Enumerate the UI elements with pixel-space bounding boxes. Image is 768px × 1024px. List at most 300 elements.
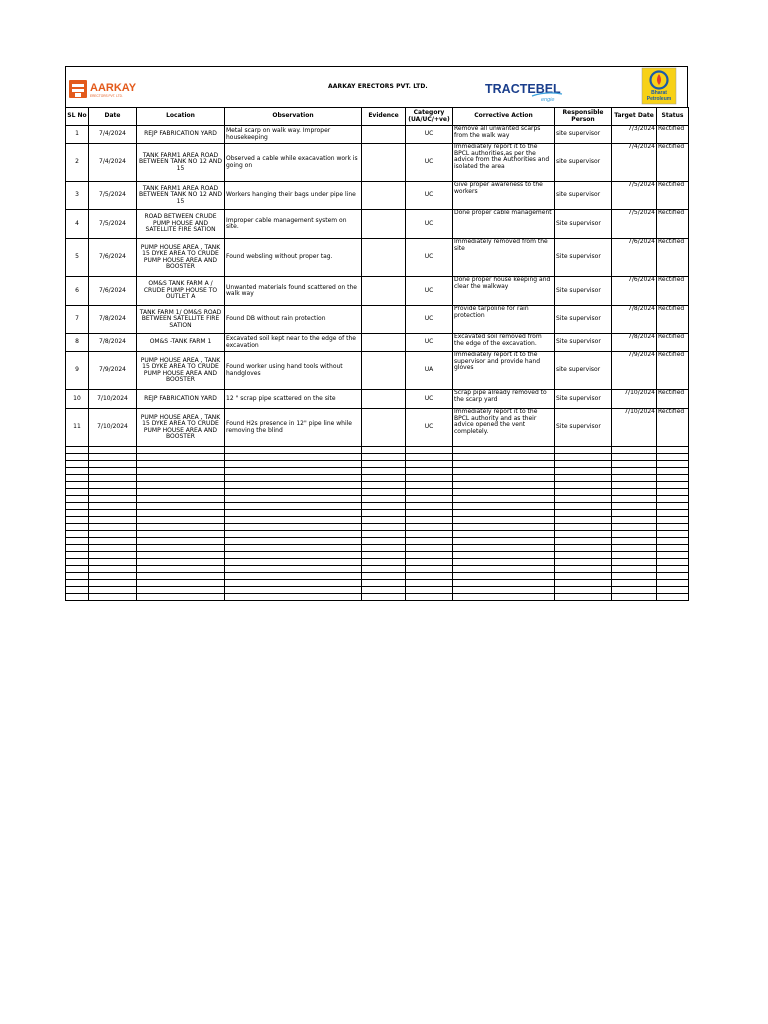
- cell-date: 7/9/2024: [89, 352, 137, 390]
- empty-cell: [612, 482, 657, 489]
- empty-cell: [555, 454, 612, 461]
- empty-row: [66, 573, 689, 580]
- empty-cell: [612, 545, 657, 552]
- cell-date: 7/4/2024: [89, 144, 137, 182]
- empty-cell: [612, 552, 657, 559]
- empty-cell: [657, 454, 689, 461]
- col-target-date: Target Date: [612, 108, 657, 126]
- empty-cell: [89, 587, 137, 594]
- empty-cell: [453, 496, 555, 503]
- cell-responsible-person: Site supervisor: [555, 306, 612, 334]
- cell-location: PUMP HOUSE AREA , TANK 15 DYKE AREA TO CRUDE PUMP HOUSE AREA AND BOOSTER: [137, 409, 225, 447]
- empty-cell: [362, 510, 406, 517]
- empty-cell: [555, 475, 612, 482]
- tractebel-logo: [484, 80, 568, 104]
- empty-row: [66, 461, 689, 468]
- empty-cell: [66, 587, 89, 594]
- empty-cell: [406, 517, 453, 524]
- empty-cell: [66, 566, 89, 573]
- cell-location: PUMP HOUSE AREA , TANK 15 DYKE AREA TO CRUDE PUMP HOUSE AREA AND BOOSTER: [137, 239, 225, 277]
- cell-target-date: 7/4/2024: [612, 144, 657, 182]
- empty-cell: [137, 454, 225, 461]
- cell-observation: Unwanted materials found scattered on the walk way: [225, 277, 362, 306]
- empty-cell: [612, 454, 657, 461]
- cell-date: 7/5/2024: [89, 182, 137, 210]
- empty-cell: [453, 489, 555, 496]
- empty-row: [66, 538, 689, 545]
- cell-status: Rectified: [657, 144, 689, 182]
- empty-cell: [137, 566, 225, 573]
- empty-cell: [453, 447, 555, 454]
- empty-cell: [612, 580, 657, 587]
- cell-location: PUMP HOUSE AREA , TANK 15 DYKE AREA TO CRUDE PUMP HOUSE AREA AND BOOSTER: [137, 352, 225, 390]
- empty-cell: [66, 461, 89, 468]
- empty-cell: [362, 594, 406, 601]
- empty-cell: [362, 475, 406, 482]
- cell-sl-no: 1: [66, 126, 89, 144]
- empty-row: [66, 454, 689, 461]
- empty-cell: [225, 524, 362, 531]
- col-responsible-person: Responsible Person: [555, 108, 612, 126]
- empty-cell: [657, 461, 689, 468]
- empty-cell: [137, 503, 225, 510]
- empty-row: [66, 594, 689, 601]
- col-sl-no: SL No: [66, 108, 89, 126]
- empty-cell: [225, 475, 362, 482]
- cell-date: 7/10/2024: [89, 409, 137, 447]
- aarkay-logo: [68, 78, 138, 100]
- empty-cell: [657, 573, 689, 580]
- table-row: [66, 182, 689, 210]
- cell-evidence: [362, 409, 406, 447]
- empty-cell: [362, 587, 406, 594]
- empty-cell: [362, 503, 406, 510]
- empty-cell: [453, 461, 555, 468]
- empty-row: [66, 496, 689, 503]
- empty-cell: [225, 496, 362, 503]
- empty-cell: [657, 587, 689, 594]
- empty-cell: [555, 503, 612, 510]
- empty-cell: [657, 447, 689, 454]
- empty-row: [66, 580, 689, 587]
- empty-cell: [89, 503, 137, 510]
- empty-cell: [362, 573, 406, 580]
- empty-cell: [137, 573, 225, 580]
- empty-cell: [453, 594, 555, 601]
- empty-cell: [89, 545, 137, 552]
- cell-sl-no: 3: [66, 182, 89, 210]
- empty-cell: [66, 538, 89, 545]
- table-row: [66, 126, 689, 144]
- empty-cell: [225, 510, 362, 517]
- empty-cell: [612, 468, 657, 475]
- cell-evidence: [362, 210, 406, 239]
- table-row: [66, 144, 689, 182]
- col-date: Date: [89, 108, 137, 126]
- empty-cell: [406, 454, 453, 461]
- empty-cell: [612, 447, 657, 454]
- empty-cell: [137, 524, 225, 531]
- empty-row: [66, 503, 689, 510]
- empty-cell: [612, 524, 657, 531]
- empty-cell: [225, 594, 362, 601]
- cell-corrective-action: Immediately report it to the supervisor and provide hand gloves: [453, 352, 555, 390]
- cell-responsible-person: Site supervisor: [555, 277, 612, 306]
- cell-location: TANK FARM1 AREA ROAD BETWEEN TANK NO 12 AND 15: [137, 182, 225, 210]
- tractebel-logo-sub: engie: [541, 97, 555, 103]
- cell-evidence: [362, 239, 406, 277]
- empty-cell: [66, 447, 89, 454]
- cell-date: 7/6/2024: [89, 277, 137, 306]
- cell-sl-no: 7: [66, 306, 89, 334]
- empty-cell: [406, 503, 453, 510]
- empty-cell: [612, 559, 657, 566]
- cell-target-date: 7/5/2024: [612, 182, 657, 210]
- aarkay-logo-sub: ERECTORS PVT. LTD.: [90, 94, 123, 98]
- cell-status: Rectified: [657, 409, 689, 447]
- empty-cell: [657, 552, 689, 559]
- empty-cell: [89, 552, 137, 559]
- empty-cell: [362, 461, 406, 468]
- empty-cell: [66, 594, 89, 601]
- empty-cell: [657, 531, 689, 538]
- cell-sl-no: 5: [66, 239, 89, 277]
- empty-cell: [89, 559, 137, 566]
- cell-responsible-person: site supervisor: [555, 352, 612, 390]
- report-header: [65, 66, 688, 107]
- empty-cell: [555, 447, 612, 454]
- empty-cell: [66, 559, 89, 566]
- empty-cell: [89, 468, 137, 475]
- cell-responsible-person: Site supervisor: [555, 239, 612, 277]
- empty-cell: [362, 524, 406, 531]
- empty-cell: [657, 566, 689, 573]
- empty-cell: [137, 594, 225, 601]
- empty-cell: [406, 489, 453, 496]
- cell-observation: Improper cable management system on site.: [225, 210, 362, 239]
- empty-cell: [225, 447, 362, 454]
- empty-cell: [66, 489, 89, 496]
- empty-row: [66, 482, 689, 489]
- empty-cell: [66, 468, 89, 475]
- empty-cell: [137, 552, 225, 559]
- table-row: [66, 239, 689, 277]
- empty-row: [66, 447, 689, 454]
- empty-cell: [657, 482, 689, 489]
- empty-cell: [453, 475, 555, 482]
- empty-cell: [406, 580, 453, 587]
- empty-cell: [406, 559, 453, 566]
- cell-status: Rectified: [657, 210, 689, 239]
- empty-cell: [137, 482, 225, 489]
- empty-cell: [612, 594, 657, 601]
- empty-cell: [657, 580, 689, 587]
- empty-row: [66, 489, 689, 496]
- cell-status: Rectified: [657, 390, 689, 409]
- empty-cell: [657, 510, 689, 517]
- empty-cell: [555, 538, 612, 545]
- empty-cell: [137, 468, 225, 475]
- cell-sl-no: 9: [66, 352, 89, 390]
- empty-cell: [137, 517, 225, 524]
- empty-cell: [225, 538, 362, 545]
- cell-target-date: 7/8/2024: [612, 306, 657, 334]
- cell-observation: Found DB without rain protection: [225, 306, 362, 334]
- empty-row: [66, 566, 689, 573]
- cell-category: UC: [406, 306, 453, 334]
- table-row: [66, 334, 689, 352]
- empty-cell: [453, 454, 555, 461]
- empty-cell: [406, 545, 453, 552]
- bpcl-logo-line2: Petroleum: [646, 96, 672, 102]
- empty-cell: [137, 447, 225, 454]
- cell-observation: Found H2s presence in 12" pipe line while removing the blind: [225, 409, 362, 447]
- cell-corrective-action: Immediately removed from the site: [453, 239, 555, 277]
- cell-responsible-person: site supervisor: [555, 182, 612, 210]
- bpcl-logo-line1: Bharat: [651, 90, 667, 96]
- empty-cell: [406, 475, 453, 482]
- table-header-row: [66, 108, 689, 126]
- cell-status: Rectified: [657, 277, 689, 306]
- empty-cell: [406, 524, 453, 531]
- empty-cell: [453, 517, 555, 524]
- cell-status: Rectified: [657, 352, 689, 390]
- empty-cell: [362, 489, 406, 496]
- empty-cell: [66, 496, 89, 503]
- empty-cell: [362, 552, 406, 559]
- empty-cell: [555, 573, 612, 580]
- cell-evidence: [362, 352, 406, 390]
- empty-cell: [612, 496, 657, 503]
- cell-responsible-person: Site supervisor: [555, 409, 612, 447]
- empty-cell: [555, 510, 612, 517]
- observation-table: [65, 107, 689, 601]
- empty-cell: [137, 489, 225, 496]
- empty-cell: [406, 461, 453, 468]
- empty-cell: [406, 594, 453, 601]
- cell-location: REJP FABRICATION YARD: [137, 126, 225, 144]
- empty-cell: [362, 531, 406, 538]
- cell-date: 7/10/2024: [89, 390, 137, 409]
- empty-cell: [362, 566, 406, 573]
- empty-cell: [657, 594, 689, 601]
- empty-row: [66, 545, 689, 552]
- table-body: [66, 126, 689, 601]
- company-title: AARKAY ERECTORS PVT. LTD.: [328, 83, 428, 90]
- empty-cell: [612, 538, 657, 545]
- table-row: [66, 306, 689, 334]
- empty-cell: [225, 454, 362, 461]
- empty-cell: [406, 566, 453, 573]
- cell-status: Rectified: [657, 334, 689, 352]
- empty-cell: [657, 503, 689, 510]
- empty-cell: [362, 580, 406, 587]
- cell-category: UC: [406, 182, 453, 210]
- cell-location: TANK FARM 1/ OM&S ROAD BETWEEN SATELLITE FIRE SATION: [137, 306, 225, 334]
- empty-cell: [89, 461, 137, 468]
- col-observation: Observation: [225, 108, 362, 126]
- empty-cell: [89, 573, 137, 580]
- cell-target-date: 7/6/2024: [612, 277, 657, 306]
- cell-responsible-person: Site supervisor: [555, 334, 612, 352]
- empty-cell: [89, 447, 137, 454]
- empty-cell: [66, 524, 89, 531]
- empty-cell: [225, 482, 362, 489]
- cell-evidence: [362, 126, 406, 144]
- cell-observation: Workers hanging their bags under pipe line: [225, 182, 362, 210]
- table-row: [66, 352, 689, 390]
- cell-date: 7/8/2024: [89, 306, 137, 334]
- empty-cell: [453, 510, 555, 517]
- empty-cell: [362, 538, 406, 545]
- cell-target-date: 7/3/2024: [612, 126, 657, 144]
- cell-observation: Observed a cable while exacavation work is going on: [225, 144, 362, 182]
- empty-cell: [89, 489, 137, 496]
- empty-cell: [555, 559, 612, 566]
- cell-sl-no: 6: [66, 277, 89, 306]
- cell-evidence: [362, 306, 406, 334]
- empty-cell: [612, 573, 657, 580]
- empty-cell: [137, 587, 225, 594]
- empty-cell: [406, 531, 453, 538]
- aarkay-logo-name: AARKAY: [90, 82, 137, 94]
- empty-cell: [555, 580, 612, 587]
- empty-cell: [555, 482, 612, 489]
- cell-corrective-action: Immediately report it to the BPCL authority and as their advice opened the vent completely.: [453, 409, 555, 447]
- cell-evidence: [362, 334, 406, 352]
- empty-cell: [362, 496, 406, 503]
- cell-corrective-action: Give proper awareness to the workers: [453, 182, 555, 210]
- cell-responsible-person: Site supervisor: [555, 210, 612, 239]
- empty-cell: [66, 531, 89, 538]
- empty-cell: [555, 566, 612, 573]
- empty-cell: [555, 587, 612, 594]
- empty-cell: [225, 517, 362, 524]
- empty-cell: [89, 566, 137, 573]
- cell-location: OM&S TANK FARM A / CRUDE PUMP HOUSE TO OUTLET A: [137, 277, 225, 306]
- empty-cell: [612, 503, 657, 510]
- empty-cell: [453, 573, 555, 580]
- empty-cell: [225, 531, 362, 538]
- cell-category: UC: [406, 409, 453, 447]
- empty-cell: [89, 580, 137, 587]
- cell-responsible-person: site supervisor: [555, 144, 612, 182]
- empty-cell: [453, 468, 555, 475]
- empty-cell: [225, 580, 362, 587]
- col-category: Category (UA/UC/+ve): [406, 108, 453, 126]
- empty-cell: [66, 552, 89, 559]
- cell-observation: Excavated soil kept near to the edge of the excavation: [225, 334, 362, 352]
- empty-cell: [137, 531, 225, 538]
- table-row: [66, 277, 689, 306]
- empty-row: [66, 468, 689, 475]
- empty-cell: [66, 573, 89, 580]
- empty-cell: [657, 517, 689, 524]
- empty-cell: [137, 538, 225, 545]
- empty-cell: [555, 517, 612, 524]
- cell-corrective-action: Done proper house keeping and clear the walkway: [453, 277, 555, 306]
- report-sheet: [65, 66, 688, 601]
- empty-cell: [225, 566, 362, 573]
- empty-cell: [406, 510, 453, 517]
- cell-date: 7/5/2024: [89, 210, 137, 239]
- empty-cell: [225, 559, 362, 566]
- empty-cell: [657, 496, 689, 503]
- empty-cell: [555, 524, 612, 531]
- empty-row: [66, 524, 689, 531]
- empty-row: [66, 517, 689, 524]
- empty-cell: [66, 545, 89, 552]
- empty-cell: [66, 482, 89, 489]
- cell-category: UC: [406, 239, 453, 277]
- cell-target-date: 7/5/2024: [612, 210, 657, 239]
- cell-sl-no: 8: [66, 334, 89, 352]
- cell-corrective-action: Excavated soil removed from the edge of the excavation.: [453, 334, 555, 352]
- empty-cell: [89, 531, 137, 538]
- empty-row: [66, 475, 689, 482]
- empty-cell: [225, 573, 362, 580]
- empty-row: [66, 587, 689, 594]
- cell-date: 7/4/2024: [89, 126, 137, 144]
- cell-corrective-action: Remove all unwanted scarps from the walk way: [453, 126, 555, 144]
- empty-cell: [453, 531, 555, 538]
- empty-cell: [555, 468, 612, 475]
- cell-status: Rectified: [657, 182, 689, 210]
- empty-cell: [453, 552, 555, 559]
- empty-cell: [612, 517, 657, 524]
- bpcl-logo: [641, 67, 677, 105]
- empty-cell: [555, 496, 612, 503]
- empty-cell: [453, 559, 555, 566]
- empty-cell: [225, 545, 362, 552]
- empty-cell: [612, 531, 657, 538]
- cell-status: Rectified: [657, 126, 689, 144]
- empty-cell: [453, 482, 555, 489]
- empty-cell: [612, 489, 657, 496]
- empty-row: [66, 559, 689, 566]
- cell-evidence: [362, 182, 406, 210]
- empty-cell: [89, 510, 137, 517]
- empty-row: [66, 510, 689, 517]
- empty-cell: [362, 545, 406, 552]
- empty-cell: [66, 475, 89, 482]
- cell-observation: 12 " scrap pipe scattered on the site: [225, 390, 362, 409]
- empty-cell: [89, 594, 137, 601]
- empty-cell: [657, 475, 689, 482]
- empty-cell: [66, 503, 89, 510]
- empty-row: [66, 552, 689, 559]
- empty-cell: [555, 489, 612, 496]
- cell-observation: Found worker using hand tools without handgloves: [225, 352, 362, 390]
- cell-observation: Metal scarp on walk way. Improper housekeeping: [225, 126, 362, 144]
- empty-cell: [362, 482, 406, 489]
- col-location: Location: [137, 108, 225, 126]
- empty-cell: [657, 545, 689, 552]
- empty-cell: [612, 510, 657, 517]
- empty-cell: [137, 475, 225, 482]
- empty-cell: [453, 580, 555, 587]
- empty-cell: [225, 461, 362, 468]
- empty-cell: [555, 594, 612, 601]
- empty-cell: [612, 461, 657, 468]
- empty-cell: [406, 468, 453, 475]
- cell-category: UC: [406, 334, 453, 352]
- cell-category: UC: [406, 390, 453, 409]
- empty-cell: [66, 517, 89, 524]
- cell-responsible-person: site supervisor: [555, 126, 612, 144]
- empty-cell: [362, 468, 406, 475]
- empty-cell: [362, 447, 406, 454]
